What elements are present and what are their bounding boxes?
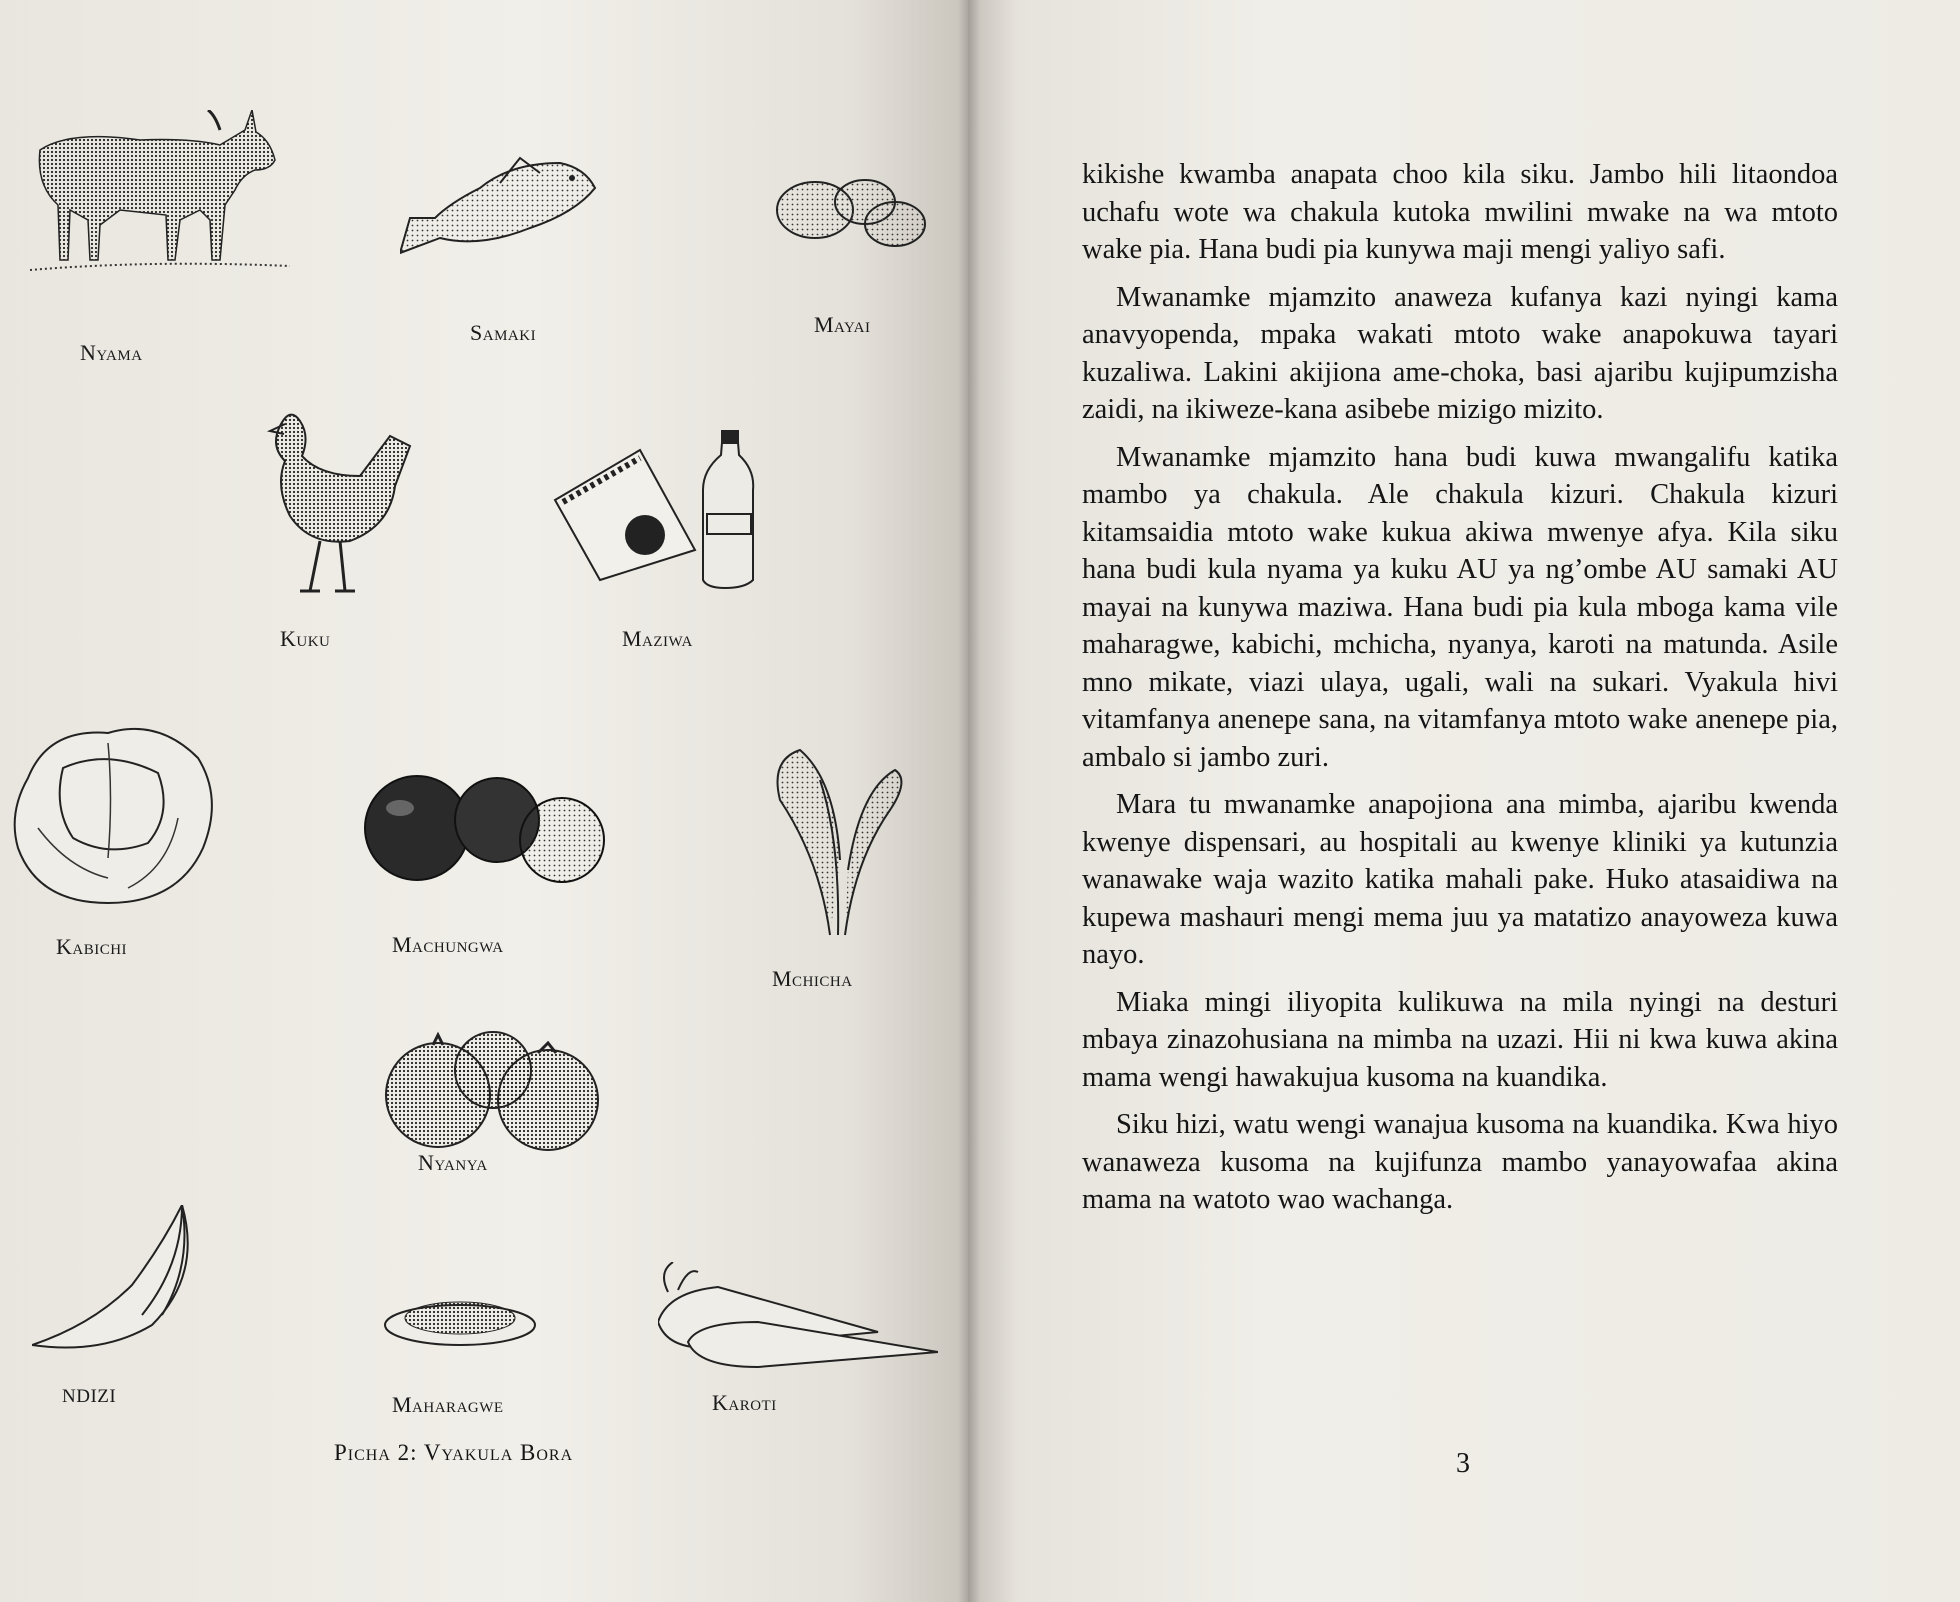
oranges-illustration [362,758,612,898]
eggs-illustration [770,172,930,252]
fish-illustration [400,148,600,258]
food-label-samaki: Samaki [470,320,537,345]
figure-caption: Picha 2: Vyakula Bora [334,1440,574,1465]
beans-illustration [380,1290,540,1350]
spinach-illustration [760,740,910,940]
food-label-mchicha: Mchicha [772,966,853,991]
right-page-text [1082,156,1838,1229]
food-label-nyama: Nyama [80,340,143,365]
food-label-maziwa: Maziwa [622,626,693,651]
food-label-ndizi: NDIZI [62,1386,117,1407]
left-page [0,0,968,1602]
cabbage-illustration [8,718,218,908]
milk-illustration [545,430,775,600]
book-gutter [958,0,980,1602]
food-label-karoti: Karoti [712,1390,777,1415]
page-number: 3 [1456,1448,1470,1479]
paragraph: Mara tu mwanamke anapojiona ana mimba, ajaribu kwenda kwenye dispensari, au hospitali au kwenye kliniki ya kutunzia wanawake waja wazito katika mahali pake. Huko atasaidiwa na kupewa mashauri mengi mema juu ya matatizo anayoweza kuwa nayo. [1082,789,1838,970]
food-label-kabichi: Kabichi [56,934,128,959]
paragraph: kikishe kwamba anapata choo kila siku. Jambo hili litaondoa uchafu wote wa chakula kutoka mwilini mwake na wa mtoto wake pia. Hana budi pia kunywa maji mengi yaliyo safi. [1082,159,1838,265]
paragraph: Siku hizi, watu wengi wanajua kusoma na kuandika. Kwa hiyo wanaweza kusoma na kujifunza mambo yanayowafaa akina mama na watoto wao wachanga. [1082,1109,1838,1215]
bananas-illustration [32,1205,212,1355]
food-label-kuku: Kuku [280,626,331,651]
food-label-maharagwe: Maharagwe [392,1392,504,1417]
food-label-mayai: Mayai [814,312,871,337]
paragraph: Mwanamke mjamzito hana budi kuwa mwangalifu katika mambo ya chakula. Ale chakula kizuri. Chakula kizuri kitamsaidia mtoto wake kukua akiwa mwenye afya. Kila siku hana budi kula nyama ya kuku AU ya ng’ombe AU samaki AU mayai na kunywa maziwa. Hana budi pia kula mboga kama vile maharagwe, kabichi, mchicha, nyanya, karoti na matunda. Asile mno mikate, viazi ulaya, ugali, wali na sukari. Vyakula hivi vitamfanya anenepe sana, na vitamfanya mtoto wake anenepe pia, ambalo si jambo zuri. [1082,441,1838,773]
chicken-illustration [240,406,420,596]
food-label-nyanya: Nyanya [418,1150,488,1175]
paragraph: Mwanamke mjamzito anaweza kufanya kazi nyingi kama anavyopenda, mpaka wakati mtoto wake anapokuwa tayari kuzaliwa. Lakini akijiona ame-choka, basi ajaribu kujipumzisha zaidi, na ikiweze-kana asibebe mizigo mizito. [1082,281,1838,425]
carrots-illustration [658,1262,938,1372]
paragraph: Miaka mingi iliyopita kulikuwa na mila nyingi na desturi mbaya zinazohusiana na mimba na uzazi. Hii ni kwa kuwa akina mama wengi hawakujua kusoma na kuandika. [1082,986,1838,1093]
food-label-machungwa: Machungwa [392,932,504,957]
tomatoes-illustration [378,1025,608,1155]
cow-illustration [30,110,290,310]
